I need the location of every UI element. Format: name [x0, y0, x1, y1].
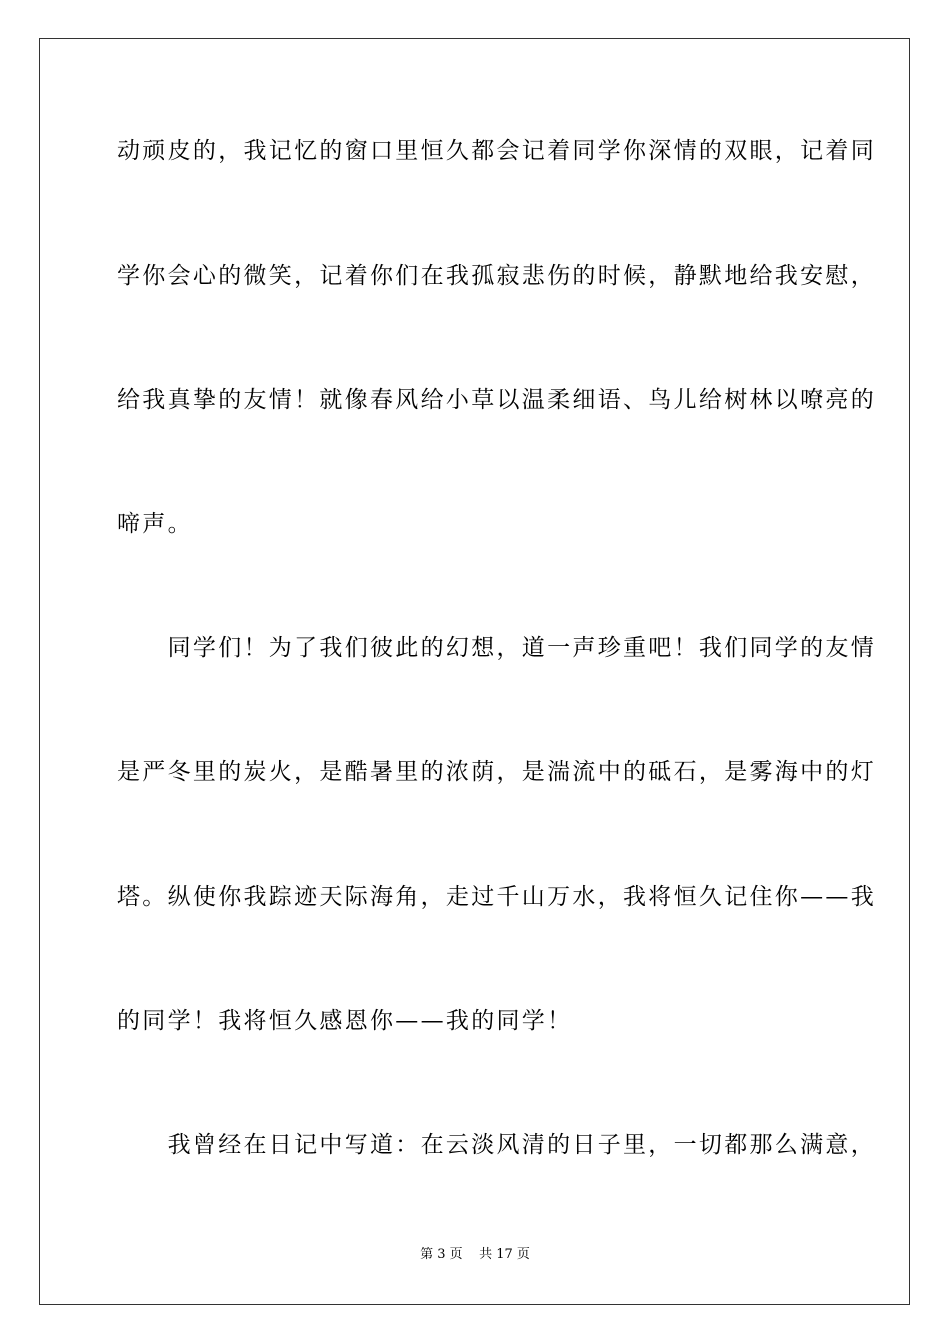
text-line: 动顽皮的，我记忆的窗口里恒久都会记着同学你深情的双眼，记着同 [117, 138, 876, 164]
text-line: 学你会心的微笑，记着你们在我孤寂悲伤的时候，静默地给我安慰， [117, 263, 876, 289]
text-line: 是严冬里的炭火，是酷暑里的浓荫，是湍流中的砥石，是雾海中的灯 [117, 759, 876, 785]
text-line: 啼声。 [117, 511, 193, 537]
paragraph-start-line: 我曾经在日记中写道：在云淡风清的日子里，一切都那么满意， [117, 1132, 876, 1158]
text-line: 塔。纵使你我踪迹天际海角，走过千山万水，我将恒久记住你——我 [117, 884, 876, 910]
text-line: 给我真挚的友情！就像春风给小草以温柔细语、鸟儿给树林以嘹亮的 [117, 387, 876, 413]
paragraph-start-line: 同学们！为了我们彼此的幻想，道一声珍重吧！我们同学的友情 [117, 635, 876, 661]
page-border [39, 38, 910, 1305]
page-number-footer: 第 3 页 共 17 页 [420, 1247, 530, 1262]
text-line: 的同学！我将恒久感恩你——我的同学！ [117, 1008, 573, 1034]
